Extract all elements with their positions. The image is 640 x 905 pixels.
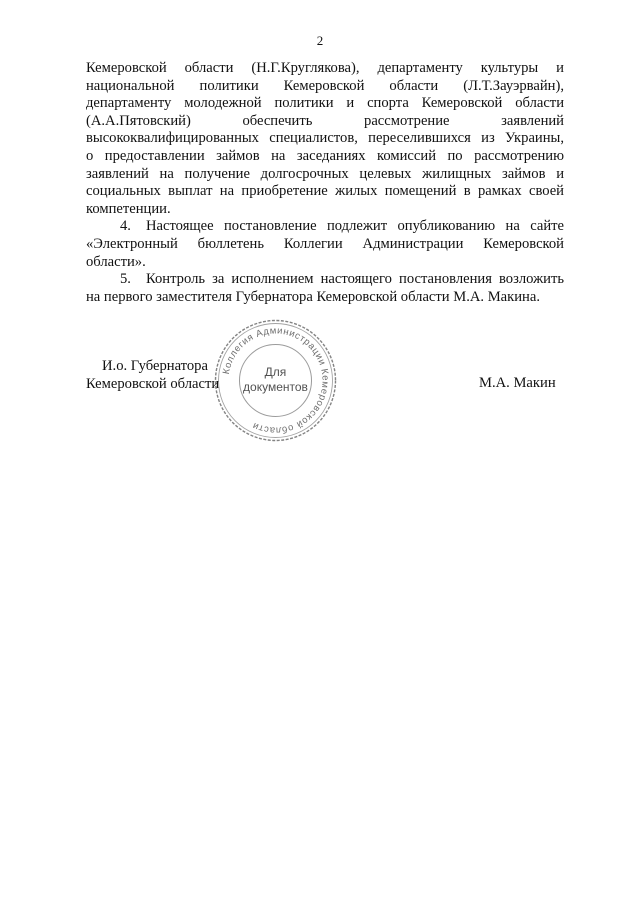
item-4-text: Настоящее постановление подлежит опубликованию на сайте	[146, 218, 564, 235]
document-body	[86, 60, 564, 306]
item-4-number: 4.	[120, 218, 131, 235]
item-4-line-2: «Электронный бюллетень Коллегии Администрации Кемеровской	[86, 235, 564, 252]
seal-ring-text: Коллегия Администрации Кемеровской области	[220, 325, 331, 436]
official-seal-stamp	[213, 318, 338, 443]
body-line: (А.А.Пятовский) обеспечить рассмотрение заявлений	[86, 112, 564, 129]
seal-center-line-1: Для	[264, 365, 287, 379]
item-5-number: 5.	[120, 271, 131, 288]
signature-name: М.А. Макин	[479, 375, 556, 391]
page-number: 2	[316, 33, 324, 48]
item-5-text: Контроль за исполнением настоящего постановления возложить	[146, 271, 564, 288]
body-line: компетенции.	[86, 200, 171, 217]
signature-title	[86, 357, 219, 393]
body-line: департаменту молодежной политики и спорта Кемеровской области	[86, 95, 564, 112]
item-4-line-3: области».	[86, 253, 146, 270]
body-line: высококвалифицированных специалистов, переселившихся из Украины,	[86, 130, 564, 147]
signature-position: И.о. Губернатора	[102, 358, 208, 374]
body-line: национальной политики Кемеровской области (Л.Т.Зауэрвайн),	[86, 77, 564, 94]
body-line: о предоставлении займов на заседаниях комиссий по рассмотрению	[86, 147, 564, 164]
body-line: Кемеровской области (Н.Г.Круглякова), департаменту культуры и	[86, 60, 564, 76]
item-5-line-1	[86, 271, 564, 289]
body-line: заявлений на получение долгосрочных целевых жилищных займов и	[86, 165, 564, 182]
item-4-line-1	[86, 218, 564, 236]
body-line: социальных выплат на приобретение жилых помещений в рамках своей	[86, 183, 564, 200]
seal-center-line-2: документов	[243, 380, 308, 394]
item-5-line-2: на первого заместителя Губернатора Кемеровской области М.А. Макина.	[86, 288, 540, 305]
signature-region: Кемеровской области	[86, 376, 220, 392]
